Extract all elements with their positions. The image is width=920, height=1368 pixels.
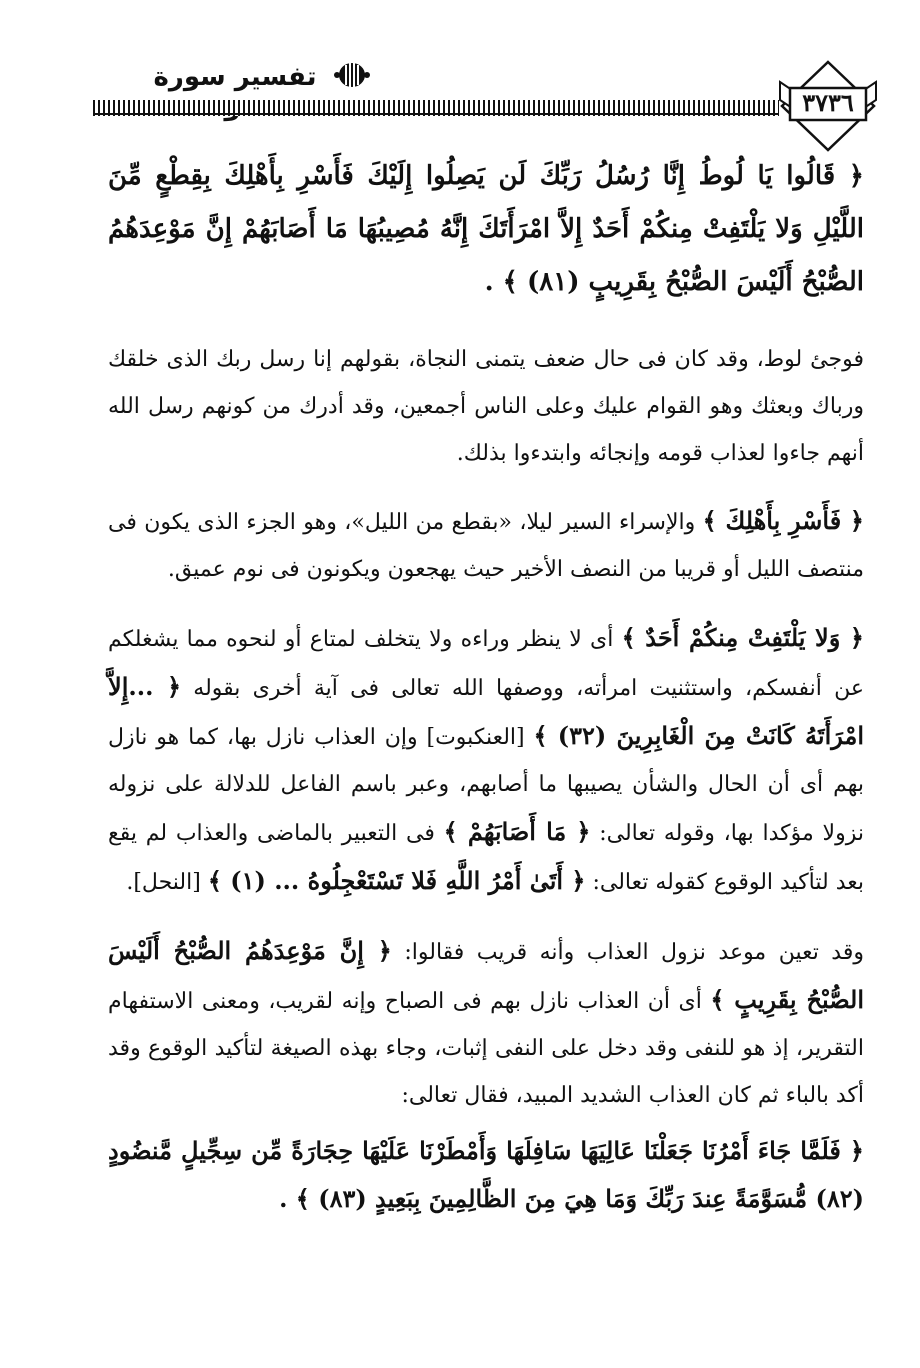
page-number: ٣٧٣٦ xyxy=(802,88,854,117)
verse-block-81: ﴿ قَالُوا يَا لُوطُ إِنَّا رُسُلُ رَبِّكَ لَن يَصِلُوا إِلَيْكَ فَأَسْرِ بِأَهْلِكَ بِقِطْعٍ مِّنَ اللَّيْلِ وَلا يَلْتَفِتْ مِنكُمْ أَحَدٌ إِلاَّ امْرَأَتَكَ إِنَّهُ مُصِيبُهَا مَا أَصَابَهُمْ إِنَّ مَوْعِدَهُمُ الصُّبْحُ أَلَيْسَ الصُّبْحُ بِقَرِيبٍ (٨١) ﴾ . xyxy=(108,161,864,297)
quoted-verse: ﴿ مَا أَصَابَهُمْ ﴾ xyxy=(443,817,591,846)
running-header-title: تفسير سورة xyxy=(153,62,317,92)
paragraph-text: وقد تعين موعد نزول العذاب وأنه قريب فقالوا: xyxy=(391,940,864,965)
paragraph-text: [النحل]. xyxy=(126,870,208,895)
commentary-paragraph-4 xyxy=(108,927,864,1119)
paragraph-text: أى لا ينظر وراءه ولا يتخلف لمتاع أو لنحوه مما يشغلكم عن أنفسكم، واستثنيت امرأته، ووصفها الله تعالى فى آية أخرى بقوله xyxy=(108,627,864,701)
quoted-verse: ﴿ أَتَىٰ أَمْرُ اللَّهِ فَلا تَسْتَعْجِلُوهُ ... (١) ﴾ xyxy=(207,866,586,895)
paragraph-text: فى التعبير بالماضى والعذاب لم يقع بعد لتأكيد الوقوع كقوله تعالى: xyxy=(108,821,864,895)
quoted-verse: ﴿ إِنَّ مَوْعِدَهُمُ الصُّبْحُ أَلَيْسَ الصُّبْحُ بِقَرِيبٍ ﴾ xyxy=(108,936,865,1014)
quoted-verse: ﴿ وَلا يَلْتَفِتْ مِنكُمْ أَحَدٌ ﴾ xyxy=(621,623,864,652)
paragraph-text: أى أن العذاب نازل بهم فى الصباح وإنه لقريب، ومعنى الاستفهام التقرير، إذ هو للنفى وقد دخل على النفى إثبات، وجاء بهذه الصيغة لتأكيد الوقوع وقد أكد بالباء ثم كان العذاب الشديد المبيد، فقال تعالى: xyxy=(108,989,864,1108)
commentary-paragraph-1: فوجئ لوط، وقد كان فى حال ضعف يتمنى النجاة، بقولهم إنا رسل ربك الذى خلقك ورباك وبعثك وهو القوام عليك وعلى الناس أجمعين، وقد أدرك من كونهم رسل الله أنهم جاءوا لعذاب قومه وإنجائه وابتدءوا بذلك. xyxy=(108,347,864,466)
commentary-paragraph-3 xyxy=(108,614,864,906)
quoted-verse: ﴿ ...إِلاَّ امْرَأَتَهُ كَانَتْ مِنَ الْغَابِرِينَ (٣٢) ﴾ xyxy=(108,672,865,750)
page-number-badge xyxy=(778,60,878,152)
paragraph-text: [العنكبوت] وإن العذاب نازل بها، كما هو نازل بهم أى أن الحال والشأن يصيبها ما أصابهم، وعبر باسم الفاعل للدلالة على نزوله نزولا مؤكدا بها، وقوله تعالى: xyxy=(108,725,864,846)
paragraph-text: والإسراء السير ليلا، «بقطع من الليل»، وهو الجزء الذى يكون فى منتصف الليل أو قريبا من النصف الأخير حيث يهجعون ويكونون فى نوم عميق. xyxy=(108,510,864,582)
commentary-paragraph-2 xyxy=(108,497,864,593)
verse-block-82-83: ﴿ فَلَمَّا جَاءَ أَمْرُنَا جَعَلْنَا عَالِيَهَا سَافِلَهَا وَأَمْطَرْنَا عَلَيْهَا حِجَارَةً مِّن سِجِّيلٍ مَّنضُودٍ (٨٢) مُّسَوَّمَةً عِندَ رَبِّكَ وَمَا هِيَ مِنَ الظَّالِمِينَ بِبَعِيدٍ (٨٣) ﴾ . xyxy=(108,1136,864,1213)
quoted-verse: ﴿ فَأَسْرِ بِأَهْلِكَ ﴾ xyxy=(702,506,864,535)
header-ornament-icon xyxy=(332,58,372,92)
header-rule xyxy=(93,100,779,116)
page-body xyxy=(108,150,864,1223)
